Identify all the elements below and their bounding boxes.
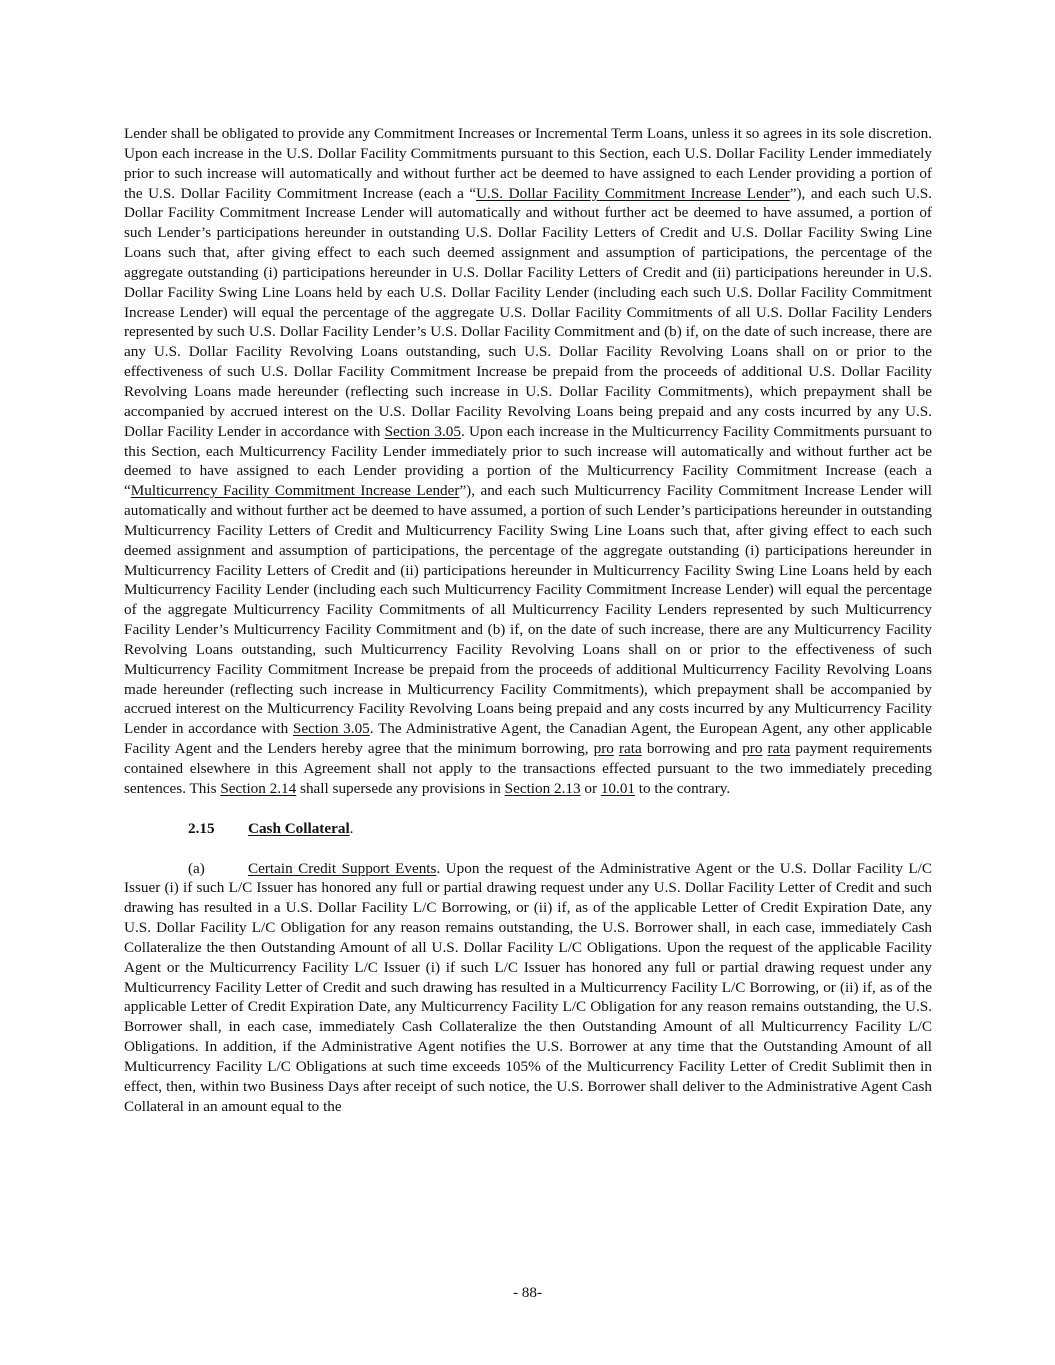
- text-run: . Upon the request of the Administrative Agent or the U.S. Dollar Facility L/C Issuer (i) if such L/C Issuer has honored any full or partial drawing request under any U.S. Dollar Facility Letter of Credit and such drawing has resulted in a U.S. Dollar Facility L/C Borrowing, or (ii) if, as of the applicable Letter of Credit Expiration Date, any U.S. Dollar Facility L/C Obligation for any reason remains outstanding, the U.S. Borrower shall, in each case, immediately Cash Collateralize the then Outstanding Amount of all U.S. Dollar Facility L/C Obligations. Upon the request of the applicable Facility Agent or the Multicurrency Facility L/C Issuer (i) if such L/C Issuer has honored any full or partial drawing request under any Multicurrency Facility Letter of Credit and such drawing has resulted in a Multicurrency Facility L/C Borrowing, or (ii) if, as of the applicable Letter of Credit Expiration Date, any Multicurrency Facility L/C Obligation for any reason remains outstanding, the U.S. Borrower shall, in each case, immediately Cash Collateralize the then Outstanding Amount of all Multicurrency Facility L/C Obligations. In addition, if the Administrative Agent notifies the U.S. Borrower at any time that the Outstanding Amount of all Multicurrency Facility L/C Obligations at such time exceeds 105% of the Multicurrency Facility Letter of Credit Sublimit then in effect, then, within two Business Days after receipt of such notice, the U.S. Borrower shall deliver to the Administrative Agent Cash Collateral in an amount equal to the: [124, 859, 932, 1115]
- text-run: to the contrary.: [635, 779, 731, 797]
- latin-term: pro: [593, 740, 614, 758]
- defined-term: U.S. Dollar Facility Commitment Increase Lender: [476, 184, 790, 202]
- text-run: payment requirements contained elsewhere in this Agreement shall not apply to the transactions effected pursuant to the two immediately preceding sentences. This: [124, 740, 933, 797]
- section-reference: Section 3.05: [292, 720, 370, 738]
- document-page: [124, 124, 932, 1117]
- page-number: - 88-: [512, 1284, 543, 1301]
- section-heading: [124, 819, 932, 839]
- section-title-punctuation: .: [349, 819, 354, 837]
- text-run: Lender shall be obligated to provide any Commitment Increases or Incremental Term Loans, unless it so agrees in its sole discretion. Upon each increase in the U.S. Dollar Facility Commitments pursuant to this Section, each U.S. Dollar Facility Lender immediately prior to such increase will automatically and without further act be deemed to have assigned to each Lender providing a portion of the U.S. Dollar Facility Commitment Increase (each a “: [124, 125, 932, 202]
- latin-term: pro: [742, 740, 763, 758]
- text-run: shall supersede any provisions in: [296, 779, 505, 797]
- text-run: borrowing and: [641, 740, 743, 758]
- text-run: . The Administrative Agent, the Canadian Agent, the European Agent, any other applicable Facility Agent and the Lenders hereby agree that the minimum borrowing,: [124, 720, 933, 758]
- section-reference: Section 3.05: [384, 422, 461, 440]
- text-run: . Upon each increase in the Multicurrency Facility Commitments pursuant to this Section, each Multicurrency Facility Lender immediately prior to such increase will automatically and without further act be deemed to have assigned to each Lender providing a portion of the Multicurrency Facility Commitment Increase (each a “: [124, 422, 932, 500]
- text-run: ”), and each such Multicurrency Facility Commitment Increase Lender will automatically and without further act be deemed to have assumed, a portion of such Lender’s participations hereunder in outstanding Multicurrency Facility Letters of Credit and Multicurrency Facility Swing Line Loans such that, after giving effect to each such deemed assignment and assumption of participations, the percentage of the aggregate outstanding (i) participations hereunder in Multicurrency Facility Letters of Credit and (ii) participations hereunder in Multicurrency Facility Swing Line Loans held by each Multicurrency Facility Lender (including each such Multicurrency Facility Commitment Increase Lender) will equal the percentage of the aggregate Multicurrency Facility Commitments of all Multicurrency Facility Lenders represented by such Multicurrency Facility Lender’s Multicurrency Facility Commitment and (b) if, on the date of such increase, there are any Multicurrency Facility Revolving Loans outstanding, such Multicurrency Facility Revolving Loans shall on or prior to the effectiveness of such Multicurrency Facility Commitment Increase be prepaid from the proceeds of additional Multicurrency Facility Revolving Loans made hereunder (reflecting such increase in Multicurrency Facility Commitments), which prepayment shall be accompanied by accrued interest on the Multicurrency Facility Revolving Loans being prepaid and any costs incurred by any Multicurrency Facility Lender in accordance with: [124, 482, 932, 738]
- section-title: Cash Collateral: [248, 819, 350, 837]
- subsection-label: (a): [188, 859, 205, 877]
- text-run: or: [580, 779, 601, 797]
- subsection-paragraph-a: [124, 859, 932, 1117]
- subsection-heading: Certain Credit Support Events: [248, 859, 437, 877]
- body-paragraph-continued: [124, 124, 932, 799]
- section-reference: 10.01: [600, 779, 635, 797]
- section-reference: Section 2.14: [220, 779, 297, 797]
- latin-term: rata: [618, 740, 642, 758]
- text-run: ”), and each such U.S. Dollar Facility Commitment Increase Lender will automatically and without further act be deemed to have assumed, a portion of such Lender’s participations hereunder in outstanding U.S. Dollar Facility Letters of Credit and U.S. Dollar Facility Swing Line Loans such that, after giving effect to each such deemed assignment and assumption of participations, the percentage of the aggregate outstanding (i) participations hereunder in U.S. Dollar Facility Letters of Credit and (ii) participations hereunder in U.S. Dollar Facility Swing Line Loans held by each U.S. Dollar Facility Lender (including each such U.S. Dollar Facility Commitment Increase Lender) will equal the percentage of the aggregate U.S. Dollar Facility Commitments of all U.S. Dollar Facility Lenders represented by such U.S. Dollar Facility Lender’s U.S. Dollar Facility Commitment and (b) if, on the date of such increase, there are any U.S. Dollar Facility Revolving Loans outstanding, such U.S. Dollar Facility Revolving Loans shall on or prior to the effectiveness of such U.S. Dollar Facility Commitment Increase be prepaid from the proceeds of additional U.S. Dollar Facility Revolving Loans made hereunder (reflecting such increase in U.S. Dollar Facility Commitments), which prepayment shall be accompanied by accrued interest on the U.S. Dollar Facility Revolving Loans being prepaid and any costs incurred by any U.S. Dollar Facility Lender in accordance with: [124, 184, 933, 440]
- latin-term: rata: [767, 740, 791, 758]
- defined-term: Multicurrency Facility Commitment Increase Lender: [130, 482, 460, 500]
- section-reference: Section 2.13: [504, 779, 581, 797]
- section-number: 2.15: [188, 819, 215, 837]
